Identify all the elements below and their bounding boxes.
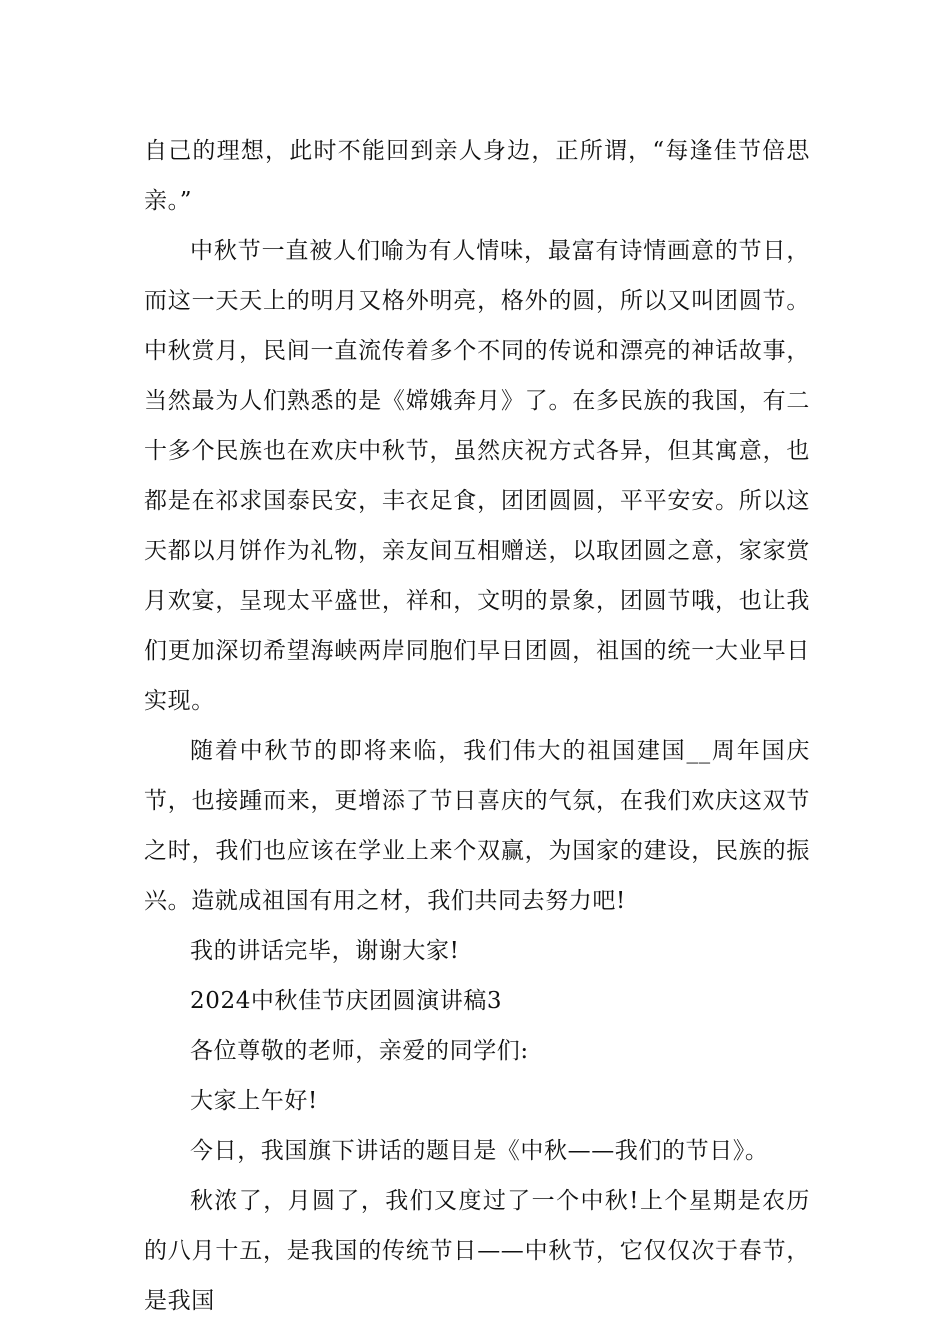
greeting: 大家上午好!: [190, 1088, 318, 1114]
paragraph-closing: 我的讲话完毕，谢谢大家!: [190, 938, 460, 964]
paragraph-continuation: 自己的理想，此时不能回到亲人身边，正所谓，“每逢佳节倍思亲。”: [144, 138, 810, 214]
speech-topic: 今日，我国旗下讲话的题目是《中秋——我们的节日》。: [190, 1138, 769, 1164]
paragraph-autumn-intro: 秋浓了，月圆了，我们又度过了一个中秋!上个星期是农历的八月十五，是我国的传统节日——中秋节，它仅仅次于春节，是我国: [144, 1188, 810, 1314]
speech-title: 2024中秋佳节庆团圆演讲稿3: [190, 988, 503, 1014]
paragraph-national-day: 随着中秋节的即将来临，我们伟大的祖国建国__周年国庆节，也接踵而来，更增添了节日喜庆的气氛，在我们欢庆这双节之时，我们也应该在学业上来个双赢，为国家的建设，民族的振兴。造就成祖国有用之材，我们共同去努力吧!: [144, 738, 810, 914]
paragraph-mid-autumn-meaning: 中秋节一直被人们喻为有人情味，最富有诗情画意的节日，而这一天天上的明月又格外明亮，格外的圆，所以又叫团圆节。中秋赏月，民间一直流传着多个不同的传说和漂亮的神话故事，当然最为人们熟悉的是《嫦娥奔月》了。在多民族的我国，有二十多个民族也在欢庆中秋节，虽然庆祝方式各异，但其寓意，也都是在祁求国泰民安，丰衣足食，团团圆圆，平平安安。所以这天都以月饼作为礼物，亲友间互相赠送，以取团圆之意，家家赏月欢宴，呈现太平盛世，祥和，文明的景象，团圆节哦，也让我们更加深切希望海峡两岸同胞们早日团圆，祖国的统一大业早日实现。: [144, 238, 810, 714]
salutation: 各位尊敬的老师，亲爱的同学们:: [190, 1038, 529, 1064]
document-body: [144, 126, 810, 1326]
